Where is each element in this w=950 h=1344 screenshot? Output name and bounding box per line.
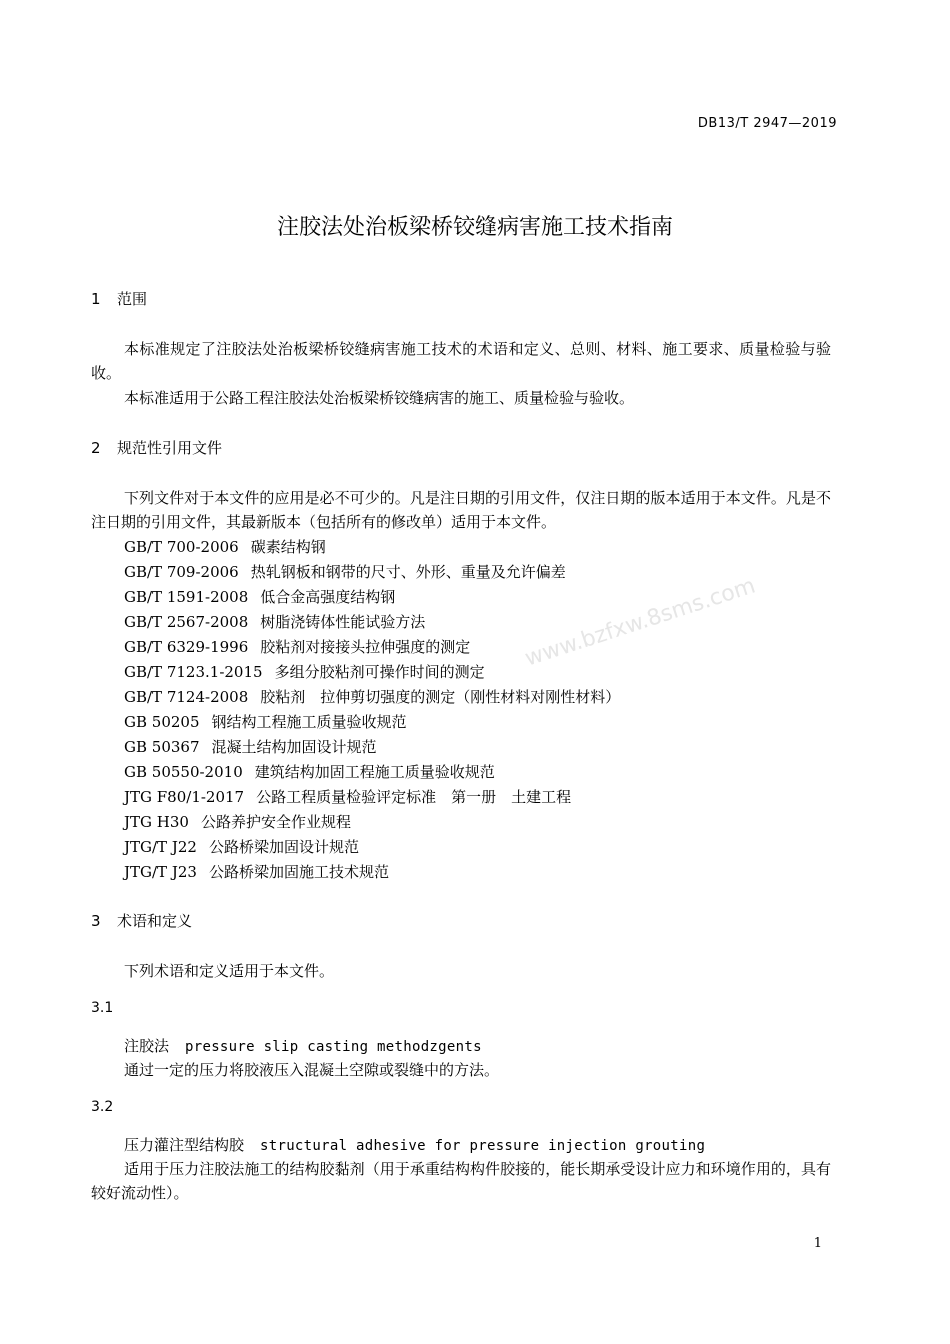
section-number: 1: [91, 290, 101, 308]
paragraph: 本标准适用于公路工程注胶法处治板梁桥铰缝病害的施工、质量检验与验收。: [124, 389, 635, 407]
reference-code: GB/T 700-2006: [124, 538, 239, 556]
reference-code: JTG F80/1-2017: [124, 788, 245, 806]
reference-item: [124, 785, 571, 809]
section-3-heading: [91, 910, 192, 931]
reference-code: GB 50205: [124, 713, 200, 731]
reference-code: GB/T 2567-2008: [124, 613, 249, 631]
reference-item: [124, 685, 620, 709]
reference-name: 混凝土结构加固设计规范: [211, 738, 377, 756]
term-definition: 通过一定的压力将胶液压入混凝土空隙或裂缝中的方法。: [124, 1061, 500, 1079]
reference-name: 公路养护安全作业规程: [200, 813, 351, 831]
term-heading: [124, 1035, 482, 1056]
reference-name: 胶粘剂 拉伸剪切强度的测定（刚性材料对刚性材料）: [260, 688, 621, 706]
reference-item: [124, 735, 377, 759]
reference-name: 建筑结构加固工程施工质量验收规范: [254, 763, 495, 781]
term-english: structural adhesive for pressure injection grouting: [260, 1138, 706, 1154]
reference-code: GB 50367: [124, 738, 200, 756]
reference-item: [124, 560, 566, 584]
reference-name: 公路桥梁加固设计规范: [208, 838, 359, 856]
term-chinese: 注胶法: [124, 1037, 170, 1055]
reference-code: JTG/T J23: [124, 863, 197, 881]
section-title: 术语和定义: [117, 912, 193, 930]
reference-name: 胶粘剂对接接头拉伸强度的测定: [260, 638, 471, 656]
reference-item: [124, 635, 470, 659]
paragraph: 下列文件对于本文件的应用是必不可少的。凡是注日期的引用文件，仅注日期的版本适用于本文件。凡是不注日期的引用文件，其最新版本（包括所有的修改单）适用于本文件。: [91, 489, 831, 531]
reference-item: [124, 710, 407, 734]
section-1-heading: [91, 288, 147, 309]
term-chinese: 压力灌注型结构胶: [124, 1136, 245, 1154]
term-number: 3.2: [91, 1099, 114, 1115]
page-number: 1: [813, 1236, 822, 1251]
reference-code: JTG/T J22: [124, 838, 197, 856]
reference-code: GB/T 6329-1996: [124, 638, 249, 656]
reference-item: [124, 760, 495, 784]
document-title: 注胶法处治板梁桥铰缝病害施工技术指南: [276, 215, 673, 240]
reference-item: [124, 810, 351, 834]
reference-name: 钢结构工程施工质量验收规范: [211, 713, 407, 731]
reference-code: GB/T 7124-2008: [124, 688, 249, 706]
section-title: 规范性引用文件: [117, 439, 223, 457]
reference-item: [124, 585, 395, 609]
reference-code: GB/T 709-2006: [124, 563, 239, 581]
reference-code: GB/T 1591-2008: [124, 588, 249, 606]
reference-item: [124, 535, 326, 559]
reference-name: 公路工程质量检验评定标准 第一册 土建工程: [256, 788, 572, 806]
reference-name: 碳素结构钢: [250, 538, 326, 556]
reference-item: [124, 610, 425, 634]
reference-name: 热轧钢板和钢带的尺寸、外形、重量及允许偏差: [250, 563, 566, 581]
reference-item: [124, 660, 485, 684]
reference-item: [124, 835, 359, 859]
reference-code: GB/T 7123.1-2015: [124, 663, 263, 681]
section-number: 2: [91, 439, 101, 457]
reference-name: 多组分胶粘剂可操作时间的测定: [274, 663, 485, 681]
reference-code: JTG H30: [124, 813, 189, 831]
watermark: www.bzfxw.8sms.com: [522, 573, 759, 672]
reference-code: GB 50550-2010: [124, 763, 243, 781]
section-2-heading: [91, 437, 222, 458]
section-number: 3: [91, 912, 101, 930]
section-title: 范围: [117, 290, 148, 308]
reference-item: [124, 860, 389, 884]
term-definition: 适用于压力注胶法施工的结构胶黏剂（用于承重结构构件胶接的，能长期承受设计应力和环境作用的，具有较好流动性）。: [91, 1160, 831, 1202]
reference-name: 公路桥梁加固施工技术规范: [208, 863, 389, 881]
reference-name: 树脂浇铸体性能试验方法: [260, 613, 426, 631]
term-heading: [124, 1134, 705, 1155]
standard-code: DB13/T 2947—2019: [697, 116, 837, 131]
term-number: 3.1: [91, 1000, 114, 1016]
term-english: pressure slip casting methodzgents: [185, 1039, 482, 1055]
reference-name: 低合金高强度结构钢: [260, 588, 396, 606]
paragraph: 本标准规定了注胶法处治板梁桥铰缝病害施工技术的术语和定义、总则、材料、施工要求、质量检验与验收。: [91, 340, 831, 382]
paragraph: 下列术语和定义适用于本文件。: [124, 962, 335, 980]
